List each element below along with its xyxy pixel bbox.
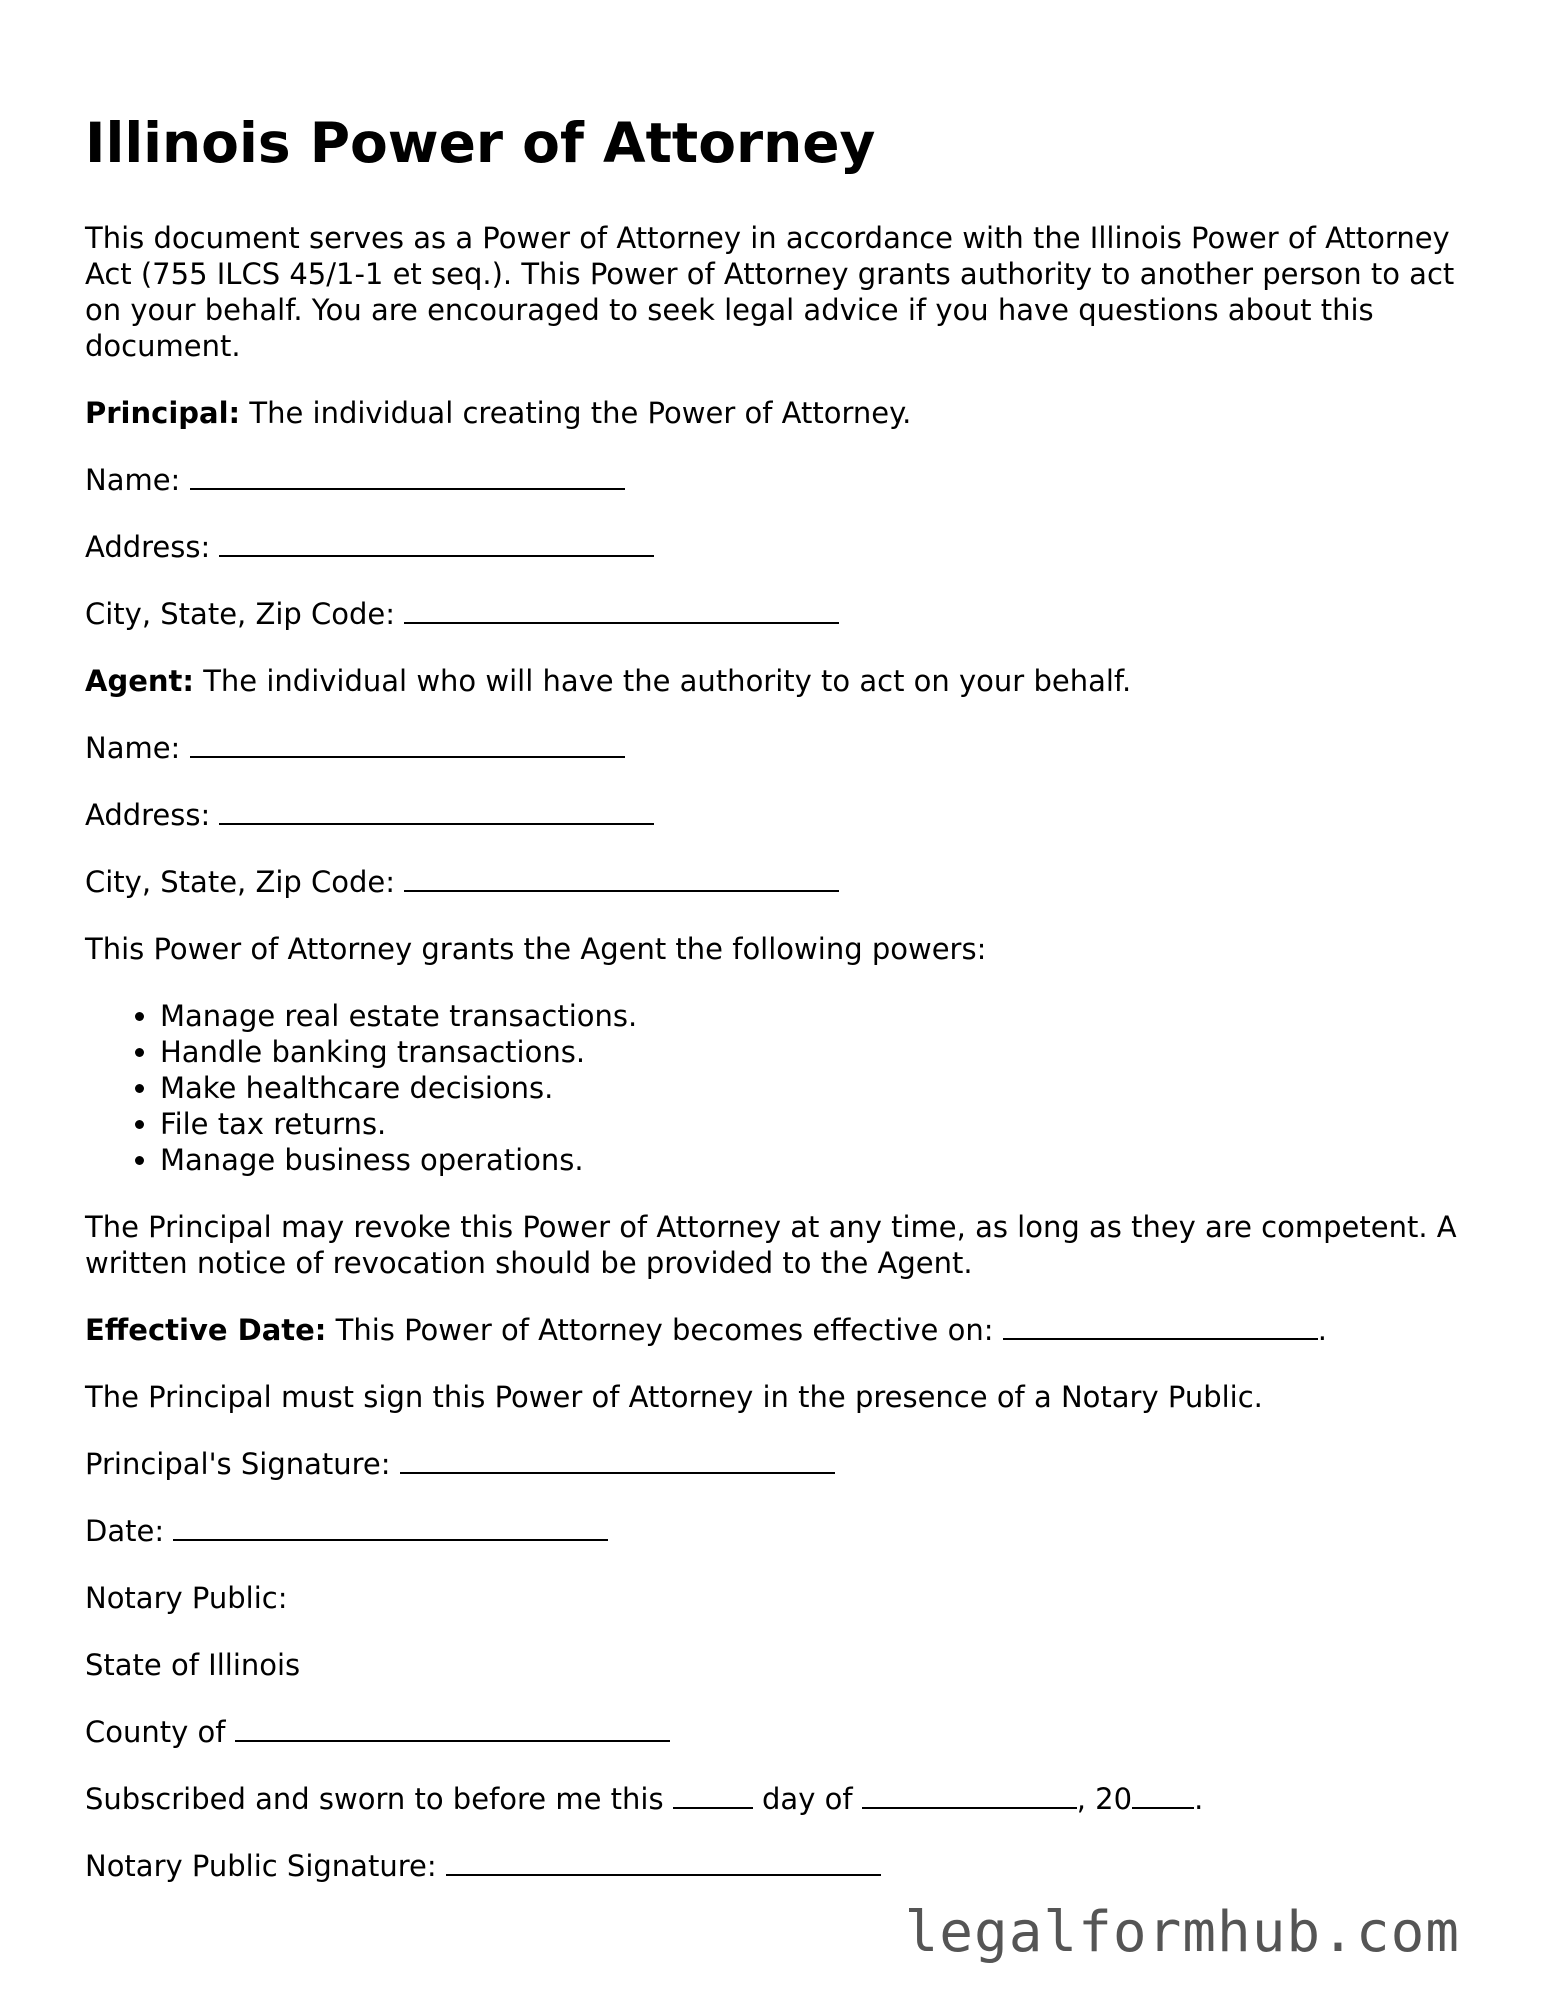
revocation-paragraph: The Principal may revoke this Power of Attorney at any time, as long as they are competent. A written notice of revocation should be provided to the Agent. (85, 1210, 1457, 1280)
powers-intro: This Power of Attorney grants the Agent the following powers: (85, 932, 987, 966)
list-item: • Manage real estate transactions. (160, 998, 1465, 1034)
principal-signature-blank[interactable] (400, 1471, 835, 1474)
county-blank[interactable] (235, 1739, 670, 1742)
list-item: • Manage business operations. (160, 1142, 1465, 1178)
intro-paragraph: This document serves as a Power of Attorney in accordance with the Illinois Power of Attorney Act (755 ILCS 45/1-1 et seq.). This Power of Attorney grants authority to another person to act on your behalf. You are encouraged to seek legal advice if you have questions about this document. (85, 221, 1455, 363)
sworn-statement (85, 1781, 1465, 1817)
date-label: Date: (85, 1514, 165, 1548)
principal-address-field (85, 529, 1465, 565)
sworn-month-blank[interactable] (862, 1806, 1077, 1809)
sworn-year-blank[interactable] (1132, 1806, 1194, 1809)
agent-name-field (85, 730, 1465, 766)
agent-name-blank[interactable] (190, 755, 625, 758)
notary-label: Notary Public: (85, 1581, 288, 1615)
principal-name-label: Name: (85, 463, 181, 497)
effective-date-field (85, 1312, 1465, 1348)
agent-name-label: Name: (85, 731, 181, 765)
principal-signature-label: Principal's Signature: (85, 1447, 391, 1481)
notary-signature-blank[interactable] (446, 1873, 881, 1876)
county-field (85, 1714, 1465, 1750)
notary-signature-field (85, 1848, 1465, 1884)
agent-city-blank[interactable] (404, 889, 839, 892)
principal-name-field (85, 462, 1465, 498)
principal-city-blank[interactable] (404, 621, 839, 624)
county-label: County of (85, 1715, 226, 1749)
effective-date-blank[interactable] (1003, 1337, 1318, 1340)
sworn-part3: , 20 (1076, 1782, 1133, 1816)
sworn-part2: day of (762, 1782, 853, 1816)
effective-date-suffix: . (1317, 1313, 1327, 1347)
state-text: State of Illinois (85, 1648, 301, 1682)
powers-list (85, 998, 1465, 1178)
principal-city-label: City, State, Zip Code: (85, 597, 396, 631)
document-page (85, 110, 1465, 1915)
principal-signature-field (85, 1446, 1465, 1482)
list-item: • File tax returns. (160, 1106, 1465, 1142)
principal-name-blank[interactable] (190, 487, 625, 490)
list-item: • Handle banking transactions. (160, 1034, 1465, 1070)
principal-address-blank[interactable] (219, 554, 654, 557)
agent-description: The individual who will have the authority to act on your behalf. (203, 664, 1132, 698)
agent-address-label: Address: (85, 798, 211, 832)
effective-date-heading: Effective Date: (85, 1313, 327, 1347)
date-field (85, 1513, 1465, 1549)
watermark: legalformhub.com (904, 1900, 1460, 1965)
effective-date-text: This Power of Attorney becomes effective on: (335, 1313, 994, 1347)
agent-section-heading (85, 663, 1465, 699)
notary-requirement: The Principal must sign this Power of Attorney in the presence of a Notary Public. (85, 1380, 1263, 1414)
sworn-part4: . (1194, 1782, 1204, 1816)
agent-city-field (85, 864, 1465, 900)
principal-section-heading (85, 395, 1465, 431)
principal-description: The individual creating the Power of Attorney. (249, 396, 912, 430)
sworn-part1: Subscribed and sworn to before me this (85, 1782, 664, 1816)
agent-address-blank[interactable] (219, 822, 654, 825)
notary-signature-label: Notary Public Signature: (85, 1849, 437, 1883)
principal-heading: Principal: (85, 396, 241, 430)
sworn-day-blank[interactable] (673, 1806, 753, 1809)
principal-city-field (85, 596, 1465, 632)
agent-city-label: City, State, Zip Code: (85, 865, 396, 899)
agent-heading: Agent: (85, 664, 194, 698)
principal-address-label: Address: (85, 530, 211, 564)
agent-address-field (85, 797, 1465, 833)
list-item: • Make healthcare decisions. (160, 1070, 1465, 1106)
page-title: Illinois Power of Attorney (85, 111, 876, 175)
date-blank[interactable] (173, 1538, 608, 1541)
